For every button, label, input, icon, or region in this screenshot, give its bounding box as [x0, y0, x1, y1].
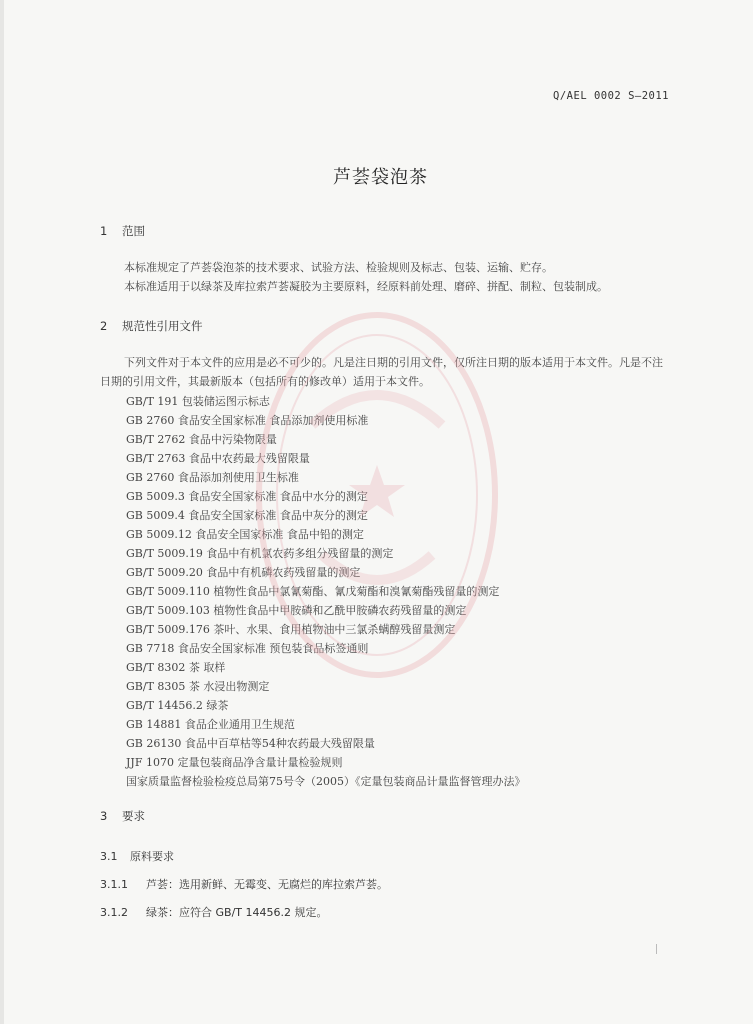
- reference-item: GB/T 8302 茶 取样: [126, 661, 226, 674]
- references-intro: [100, 353, 672, 391]
- reference-item: GB/T 14456.2 绿茶: [126, 699, 229, 712]
- section-heading-requirements: [100, 808, 145, 824]
- reference-item: GB 2760 食品安全国家标准 食品添加剂使用标准: [126, 414, 369, 427]
- section-title: 范围: [122, 224, 145, 238]
- paragraph: 本标准规定了芦荟袋泡茶的技术要求、试验方法、检验规则及标志、包装、运输、贮存。: [124, 261, 553, 274]
- subsection-title: 原料要求: [130, 850, 174, 863]
- paragraph: 下列文件对于本文件的应用是必不可少的。凡是注日期的引用文件，仅所注日期的版本适用于本文件。凡是不注日期的引用文件，其最新版本（包括所有的修改单）适用于本文件。: [100, 356, 663, 388]
- clause-number: 3.1.1: [100, 878, 128, 891]
- reference-item: GB 7718 食品安全国家标准 预包装食品标签通则: [126, 642, 369, 655]
- reference-item: GB/T 191 包装储运图示标志: [126, 395, 270, 408]
- document-title: 芦荟袋泡茶: [333, 167, 428, 188]
- reference-item: GB 5009.3 食品安全国家标准 食品中水分的测定: [126, 490, 368, 503]
- reference-item: GB/T 5009.176 茶叶、水果、食用植物油中三氯杀螨醇残留量测定: [126, 623, 456, 636]
- reference-item: GB 5009.4 食品安全国家标准 食品中灰分的测定: [126, 509, 368, 522]
- reference-item: GB/T 2762 食品中污染物限量: [126, 433, 277, 446]
- scope-paragraphs: [100, 258, 670, 296]
- subsection-heading-raw-materials: [100, 848, 174, 864]
- page-number-mark: [656, 944, 657, 954]
- reference-item: 国家质量监督检验检疫总局第75号令（2005）《定量包装商品计量监督管理办法》: [126, 775, 526, 788]
- reference-item: GB/T 5009.103 植物性食品中甲胺磷和乙酰甲胺磷农药残留量的测定: [126, 604, 467, 617]
- paragraph: 本标准适用于以绿茶及库拉索芦荟凝胶为主要原料，经原料前处理、磨碎、拼配、制粒、包装制成。: [124, 280, 608, 293]
- section-heading-references: [100, 318, 203, 334]
- section-number: 2: [100, 319, 108, 333]
- section-number: 3: [100, 809, 108, 823]
- clause-text: 绿茶：应符合 GB/T 14456.2 规定。: [146, 906, 328, 919]
- reference-item: GB 14881 食品企业通用卫生规范: [126, 718, 295, 731]
- section-number: 1: [100, 224, 108, 238]
- section-title: 规范性引用文件: [122, 319, 203, 333]
- clause-text: 芦荟：选用新鲜、无霉变、无腐烂的库拉索芦荟。: [146, 878, 388, 891]
- section-title: 要求: [122, 809, 145, 823]
- subsection-number: 3.1: [100, 850, 118, 863]
- reference-item: GB/T 8305 茶 水浸出物测定: [126, 680, 270, 693]
- reference-item: GB 2760 食品添加剂使用卫生标准: [126, 471, 299, 484]
- reference-item: GB/T 2763 食品中农药最大残留限量: [126, 452, 310, 465]
- reference-item: GB 5009.12 食品安全国家标准 食品中铅的测定: [126, 528, 364, 541]
- reference-item: GB 26130 食品中百草枯等54种农药最大残留限量: [126, 737, 375, 750]
- reference-list: [126, 392, 686, 791]
- reference-item: GB/T 5009.110 植物性食品中氯氰菊酯、氰戊菊酯和溴氰菊酯残留量的测定: [126, 585, 500, 598]
- clause-green-tea: [100, 904, 327, 920]
- reference-item: GB/T 5009.20 食品中有机磷农药残留量的测定: [126, 566, 361, 579]
- reference-item: GB/T 5009.19 食品中有机氯农药多组分残留量的测定: [126, 547, 394, 560]
- clause-number: 3.1.2: [100, 906, 128, 919]
- document-code: Q/AEL 0002 S—2011: [553, 90, 669, 102]
- clause-aloe: [100, 876, 388, 892]
- reference-item: JJF 1070 定量包装商品净含量计量检验规则: [126, 756, 343, 769]
- section-heading-scope: [100, 223, 145, 239]
